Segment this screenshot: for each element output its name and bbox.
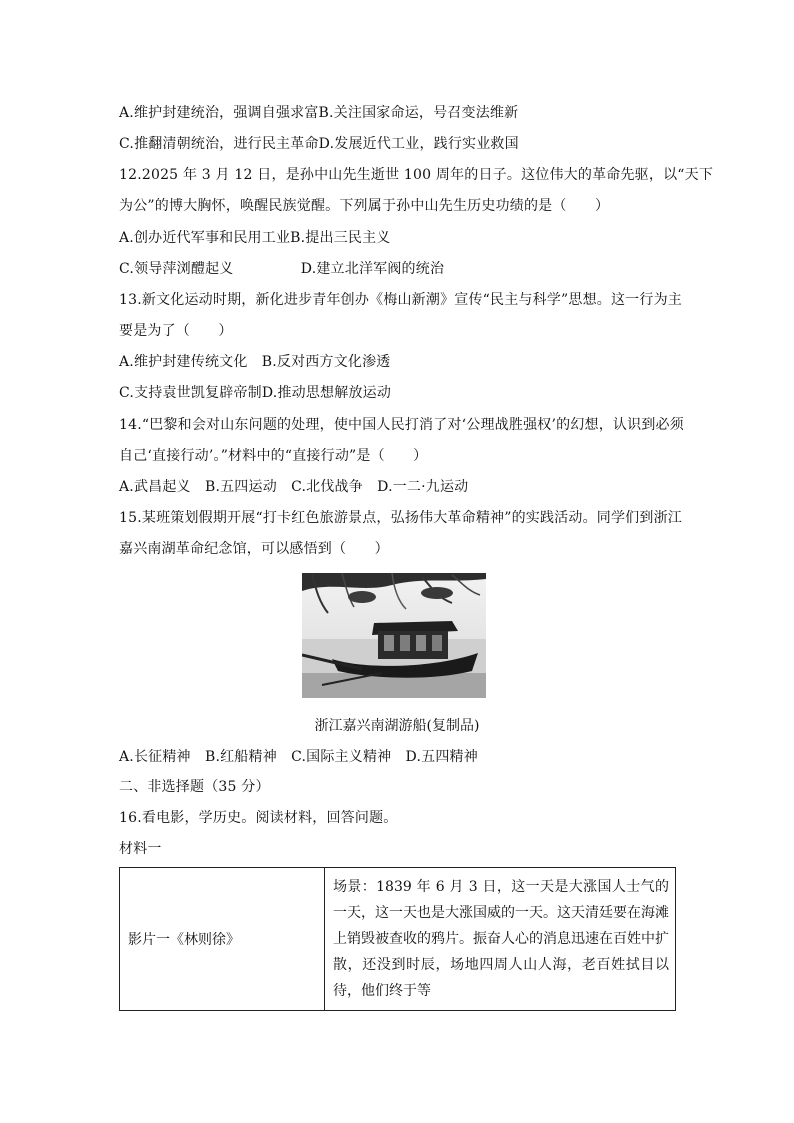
q15-stem-line1: 15.某班策划假期开展“打卡红色旅游景点，弘扬伟大革命精神”的实践活动。同学们到浙江 bbox=[119, 510, 682, 526]
film-title-cell bbox=[120, 868, 325, 1011]
q16-stem: 16.看电影，学历史。阅读材料，回答问题。 bbox=[119, 810, 398, 826]
table-row bbox=[120, 868, 676, 1011]
q11-options-line1: A.维护封建统治，强调自强求富B.关注国家命运，号召变法维新 bbox=[119, 105, 519, 121]
q13-options-line2: C.支持袁世凯复辟帝制D.推动思想解放运动 bbox=[119, 385, 392, 401]
q12-options-line1: A.创办近代军事和民用工业B.提出三民主义 bbox=[119, 230, 391, 246]
scene-cell bbox=[325, 868, 676, 1011]
scene-text: 场景：1839 年 6 月 3 日，这一天是大涨国人士气的一天，这一天也是大涨国威的一天。这天清廷要在海滩上销毁被查收的鸦片。振奋人心的消息迅速在百姓中扩散，还没到时辰，场地四周人山人海，老百姓拭目以待，他们终于等 bbox=[333, 879, 669, 999]
q13-stem-line1: 13.新文化运动时期，新化进步青年创办《梅山新潮》宣传“民主与科学”思想。这一行为主 bbox=[119, 292, 682, 308]
q12-stem-line2: 为公”的博大胸怀，唤醒民族觉醒。下列属于孙中山先生历史功绩的是（ ） bbox=[119, 198, 610, 214]
q13-stem-line2: 要是为了（ ） bbox=[119, 323, 233, 339]
q14-stem-line2: 自己‘直接行动’。”材料中的“直接行动”是（ ） bbox=[119, 448, 428, 464]
q15-stem-line2: 嘉兴南湖革命纪念馆，可以感悟到（ ） bbox=[119, 541, 389, 557]
q12-options-line2 bbox=[119, 259, 444, 279]
film-title: 影片一《林则徐》 bbox=[128, 932, 240, 948]
material-label: 材料一 bbox=[119, 841, 162, 857]
q12-option-d: D.建立北洋军阀的统治 bbox=[300, 261, 445, 277]
figure-caption: 浙江嘉兴南湖游船(复制品) bbox=[314, 718, 480, 734]
q14-options-line1: A.武昌起义 B.五四运动 C.北伐战争 D.一二·九运动 bbox=[119, 479, 469, 495]
q12-option-c: C.领导萍浏醴起义 bbox=[119, 261, 234, 277]
q15-options-line1: A.长征精神 B.红船精神 C.国际主义精神 D.五四精神 bbox=[119, 749, 478, 765]
material-table bbox=[119, 867, 676, 1011]
q13-options-line1: A.维护封建传统文化 B.反对西方文化渗透 bbox=[119, 354, 391, 370]
red-boat-photo bbox=[302, 573, 486, 698]
q14-stem-line1: 14.“巴黎和会对山东问题的处理，使中国人民打消了对‘公理战胜强权’的幻想，认识到必须 bbox=[119, 417, 684, 433]
q12-stem-line1: 12.2025 年 3 月 12 日，是孙中山先生逝世 100 周年的日子。这位伟大的革命先驱，以“天下 bbox=[119, 167, 714, 183]
section2-title: 二、非选择题（35 分） bbox=[119, 779, 270, 795]
q11-options-line2: C.推翻清朝统治，进行民主革命D.发展近代工业，践行实业救国 bbox=[119, 136, 519, 152]
